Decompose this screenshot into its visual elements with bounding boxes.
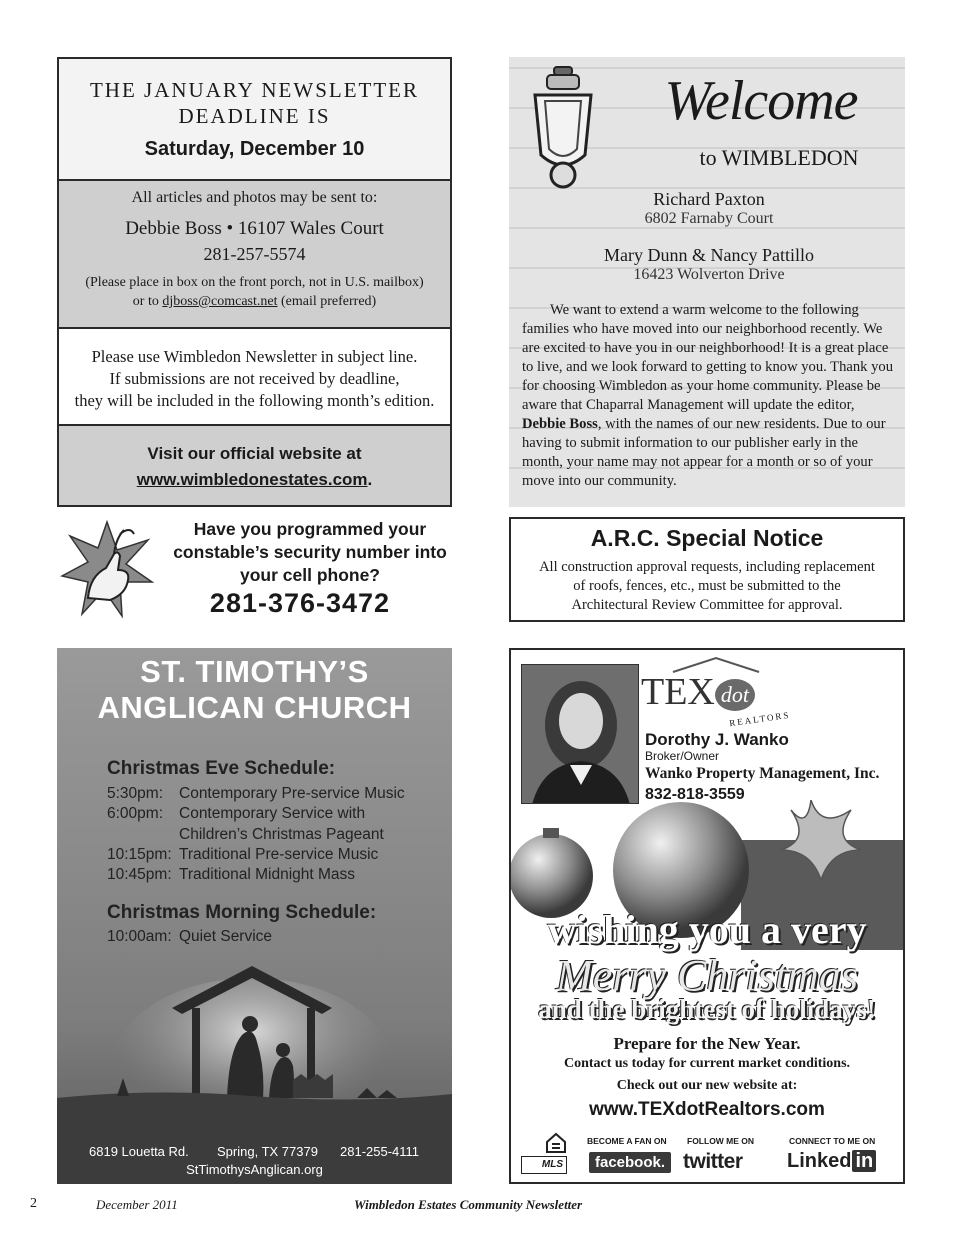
- greeting-line3: and the brightest of holidays!: [538, 994, 876, 1024]
- church-phone: 281-255-4111: [340, 1144, 420, 1159]
- deadline-subject-section: [59, 329, 450, 426]
- realtor-website[interactable]: www.TEXdotRealtors.com: [589, 1099, 825, 1120]
- welcome-body: [522, 301, 894, 491]
- fan-label: BECOME A FAN ON: [587, 1136, 667, 1146]
- family-2-name: Mary Dunn & Nancy Pattillo: [604, 245, 814, 265]
- welcome-box: [509, 57, 905, 507]
- welcome-subtitle: to WIMBLEDON: [699, 145, 859, 170]
- family-1-name: Richard Paxton: [653, 189, 765, 209]
- family-2: [559, 245, 859, 284]
- deadline-website-period: .: [367, 470, 373, 489]
- deadline-subject-line3: they will be included in the following month’s edition.: [74, 391, 435, 410]
- greeting-line2: Merry Christmas: [556, 951, 858, 1000]
- linkedin-button[interactable]: [787, 1150, 876, 1173]
- logo-tex: TEX: [641, 671, 715, 713]
- church-name: [57, 654, 452, 726]
- deadline-title-line1: THE JANUARY NEWSLETTER: [89, 78, 420, 102]
- arc-line3: Architectural Review Committee for approval.: [571, 597, 843, 613]
- welcome-title: Welcome: [664, 70, 858, 132]
- door-knocker-icon: [527, 65, 599, 193]
- page-number: 2: [30, 1196, 37, 1211]
- constable-notice: [150, 518, 470, 587]
- checkout-text: Check out our new website at:: [616, 1078, 798, 1093]
- family-1: [589, 189, 829, 228]
- deadline-website-link[interactable]: www.wimbledonestates.com: [136, 470, 368, 489]
- realtor-ad: [509, 648, 905, 1184]
- arc-title: A.R.C. Special Notice: [590, 525, 824, 551]
- deadline-visit-text: Visit our official website at: [147, 444, 362, 463]
- deadline-sent-to: All articles and photos may be sent to:: [131, 189, 378, 206]
- greeting-line1: wishing you a very: [547, 907, 867, 952]
- constable-line2: constable’s security number into: [173, 542, 447, 562]
- agent-company: Wanko Property Management, Inc.: [645, 765, 880, 782]
- logo-dot: dot: [715, 679, 755, 711]
- welcome-body-text: We want to extend a warm welcome to the following families who have moved into our neighborhood recently. We are excited to have you in our neighborhood! It is a great place to live, and we look forward to getting to know you. Thank you for choosing Wimbledon as your home community. Please be aware that Chaparral Management will update the editor,: [522, 302, 894, 413]
- church-city: Spring, TX 77379: [217, 1144, 318, 1159]
- linkedin-in-icon: in: [852, 1150, 876, 1172]
- linkedin-text: Linked: [787, 1150, 852, 1172]
- footer-month: December 2011: [96, 1197, 178, 1212]
- twitter-button[interactable]: twitter: [683, 1150, 743, 1173]
- mls-logo: MLS: [521, 1156, 567, 1174]
- constable-line3: your cell phone?: [239, 565, 381, 585]
- follow-label: FOLLOW ME ON: [687, 1136, 755, 1146]
- church-eve-row: Children’s Christmas Pageant: [179, 825, 384, 843]
- church-eve-row: 10:15pm: Traditional Pre-service Music: [107, 845, 379, 863]
- church-website[interactable]: StTimothysAnglican.org: [186, 1162, 323, 1177]
- constable-phone: 281-376-3472: [209, 588, 391, 618]
- deadline-note-or: or to: [132, 294, 163, 309]
- equal-housing-icon: [545, 1132, 567, 1154]
- deadline-subject-line2: If submissions are not received by deadline,: [109, 369, 400, 388]
- church-eve-heading: Christmas Eve Schedule:: [107, 758, 336, 779]
- deadline-address: Debbie Boss • 16107 Wales Court: [125, 218, 384, 239]
- agent-name: Dorothy J. Wanko: [645, 730, 789, 749]
- arc-line1: All construction approval requests, including replacement: [539, 559, 875, 575]
- deadline-title-line2: DEADLINE IS: [178, 104, 331, 128]
- church-eve-row: 6:00pm: Contemporary Service with: [107, 805, 366, 823]
- family-2-address: 16423 Wolverton Drive: [633, 266, 785, 283]
- church-name-line2: ANGLICAN CHURCH: [97, 690, 412, 725]
- agent-photo: [521, 664, 639, 804]
- connect-label: CONNECT TO ME ON: [789, 1136, 876, 1146]
- constable-line1: Have you programmed your: [193, 519, 427, 539]
- footer-publication: Wimbledon Estates Community Newsletter: [354, 1197, 583, 1212]
- deadline-note: (Please place in box on the front porch, not in U.S. mailbox): [85, 275, 424, 290]
- prepare-text: Prepare for the New Year.: [613, 1034, 801, 1053]
- facebook-button[interactable]: facebook.: [589, 1152, 671, 1173]
- texdot-logo: [641, 670, 755, 714]
- church-address: 6819 Louetta Rd.: [89, 1144, 189, 1159]
- church-ad: [57, 648, 452, 1184]
- deadline-email-link[interactable]: djboss@comcast.net: [162, 294, 278, 309]
- church-morning-heading: Christmas Morning Schedule:: [107, 902, 377, 923]
- newsletter-deadline-box: [57, 57, 452, 507]
- deadline-website-section: [59, 426, 450, 505]
- church-eve-row: 5:30pm: Contemporary Pre-service Music: [107, 785, 405, 802]
- church-name-line1: ST. TIMOTHY’S: [140, 654, 369, 689]
- agent-phone: 832-818-3559: [645, 786, 745, 803]
- agent-role: Broker/Owner: [645, 749, 720, 763]
- arc-notice-box: [509, 517, 905, 622]
- family-1-address: 6802 Farnaby Court: [644, 210, 774, 227]
- finger-string-reminder-icon: [60, 520, 155, 620]
- welcome-body-editor: Debbie Boss: [522, 416, 598, 432]
- church-morning-row: 10:00am: Quiet Service: [107, 928, 273, 945]
- deadline-contact-section: [59, 181, 450, 329]
- arc-line2: of roofs, fences, etc., must be submitted to the: [573, 578, 841, 594]
- deadline-header: [59, 59, 450, 181]
- church-eve-row: 10:45pm: Traditional Midnight Mass: [107, 866, 356, 884]
- deadline-subject-line1: Please use Wimbledon Newsletter in subject line.: [91, 347, 418, 366]
- contact-text: Contact us today for current market conditions.: [563, 1056, 851, 1071]
- deadline-date: Saturday, December 10: [144, 138, 365, 160]
- church-eve-schedule: [107, 784, 405, 885]
- deadline-email-preferred: (email preferred): [277, 294, 377, 309]
- deadline-phone: 281-257-5574: [203, 244, 306, 264]
- logo-realtors: REALTORS: [728, 709, 791, 729]
- welcome-body-text-end: , with the names of our new residents. Due to our having to submit information to our publisher early in the month, your name may not appear for a month or so of your move into our community.: [522, 416, 886, 489]
